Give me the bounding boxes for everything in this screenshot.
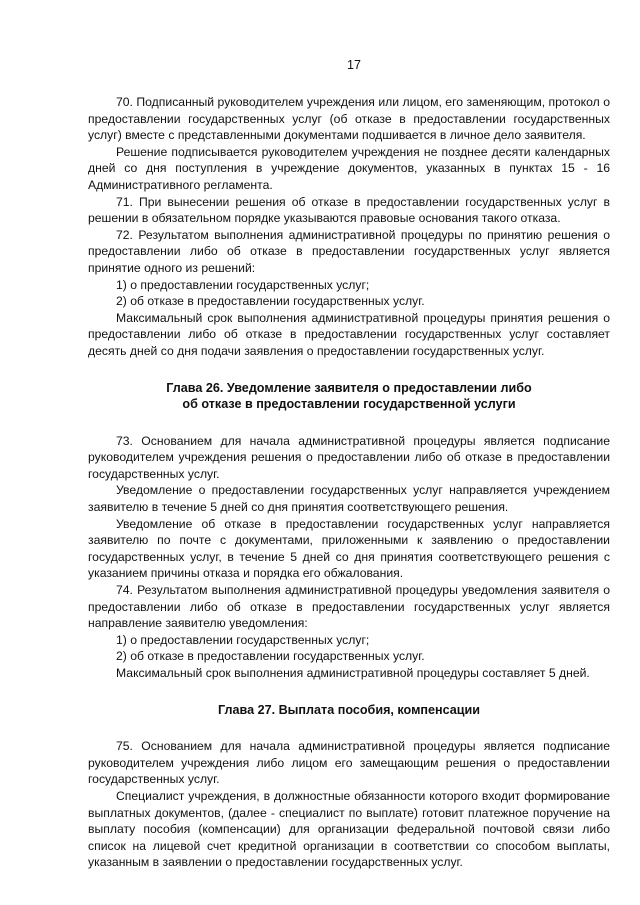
list-item-refusal-2: 2) об отказе в предоставлении государственных услуг. bbox=[116, 649, 425, 664]
chapter-26-title-line2: об отказе в предоставлении государственной услуги bbox=[182, 397, 516, 412]
section-item-75 bbox=[88, 738, 610, 871]
paragraph-74-deadline: Максимальный срок выполнения административной процедуры составляет 5 дней. bbox=[116, 666, 590, 680]
list-item-grant: 1) о предоставлении государственных услуг; bbox=[116, 277, 370, 292]
list-item-refusal: 2) об отказе в предоставлении государственных услуг. bbox=[116, 294, 425, 309]
paragraph-75: 75. Основанием для начала административной процедуры является подписание руководителем учреждения либо лицом его замещающим решения о предоставлении государственных услуг. bbox=[88, 739, 610, 787]
paragraph-73-notice-grant: Уведомление о предоставлении государственных услуг направляется учреждением заявителю в течение 5 дней со дня принятия соответствующего решения. bbox=[88, 483, 610, 515]
paragraph-75-specialist: Специалист учреждения, в должностные обязанности которого входит формирование выплатных документов, (далее - специалист по выплате) готовит платежное поручение на выплату пособия (компенсации) для организации федеральной почтовой связи либо список на лицевой счет кредитной организации в соответствии со способом выплаты, указанным в заявлении о предоставлении государственных услуг. bbox=[88, 788, 610, 870]
paragraph-74: 74. Результатом выполнения административной процедуры уведомления заявителя о предоставлении либо об отказе в предоставлении государственных услуг является направление заявителю уведомления: bbox=[88, 583, 610, 631]
section-items-70-72 bbox=[88, 94, 610, 360]
paragraph-70: 70. Подписанный руководителем учреждения или лицом, его заменяющим, протокол о предоставлении государственных услуг (об отказе в предоставлении государственных услуг) вместе с представленными документами подшивается в личное дело заявителя. bbox=[88, 95, 610, 143]
section-items-73-74 bbox=[88, 433, 610, 682]
page-number: 17 bbox=[347, 58, 361, 72]
chapter-26-heading bbox=[88, 380, 610, 413]
paragraph-72-deadline: Максимальный срок выполнения административной процедуры принятия решения о предоставлении либо об отказе в предоставлении государственных услуг составляет десять дней со дня подачи заявления о предоставлении государственных услуг. bbox=[88, 310, 610, 358]
list-item-grant-2: 1) о предоставлении государственных услуг; bbox=[116, 632, 370, 647]
paragraph-73: 73. Основанием для начала административной процедуры является подписание руководителем учреждения решения о предоставлении либо об отказе в предоставлении государственных услуг. bbox=[88, 433, 610, 481]
paragraph-73-notice-refusal: Уведомление об отказе в предоставлении государственных услуг направляется заявителю по почте с документами, приложенными к заявлению о предоставлении государственных услуг, в течение 5 дней со дня принятия соответствующего решения с указанием причины отказа и порядка его обжалования. bbox=[88, 516, 610, 581]
chapter-27-heading: Глава 27. Выплата пособия, компенсации bbox=[217, 702, 480, 717]
paragraph-70-decision: Решение подписывается руководителем учреждения не позднее десяти календарных дней со дня поступления в учреждение документов, указанных в пунктах 15 - 16 Административного регламента. bbox=[88, 144, 610, 192]
chapter-26-title-line1: Глава 26. Уведомление заявителя о предоставлении либо bbox=[166, 380, 532, 395]
paragraph-72: 72. Результатом выполнения административной процедуры по принятию решения о предоставлении либо об отказе в предоставлении государственных услуг является принятие одного из решений: bbox=[88, 227, 610, 275]
paragraph-71: 71. При вынесении решения об отказе в предоставлении государственных услуг в решении в обязательном порядке указываются правовые основания такого отказа. bbox=[88, 194, 610, 226]
